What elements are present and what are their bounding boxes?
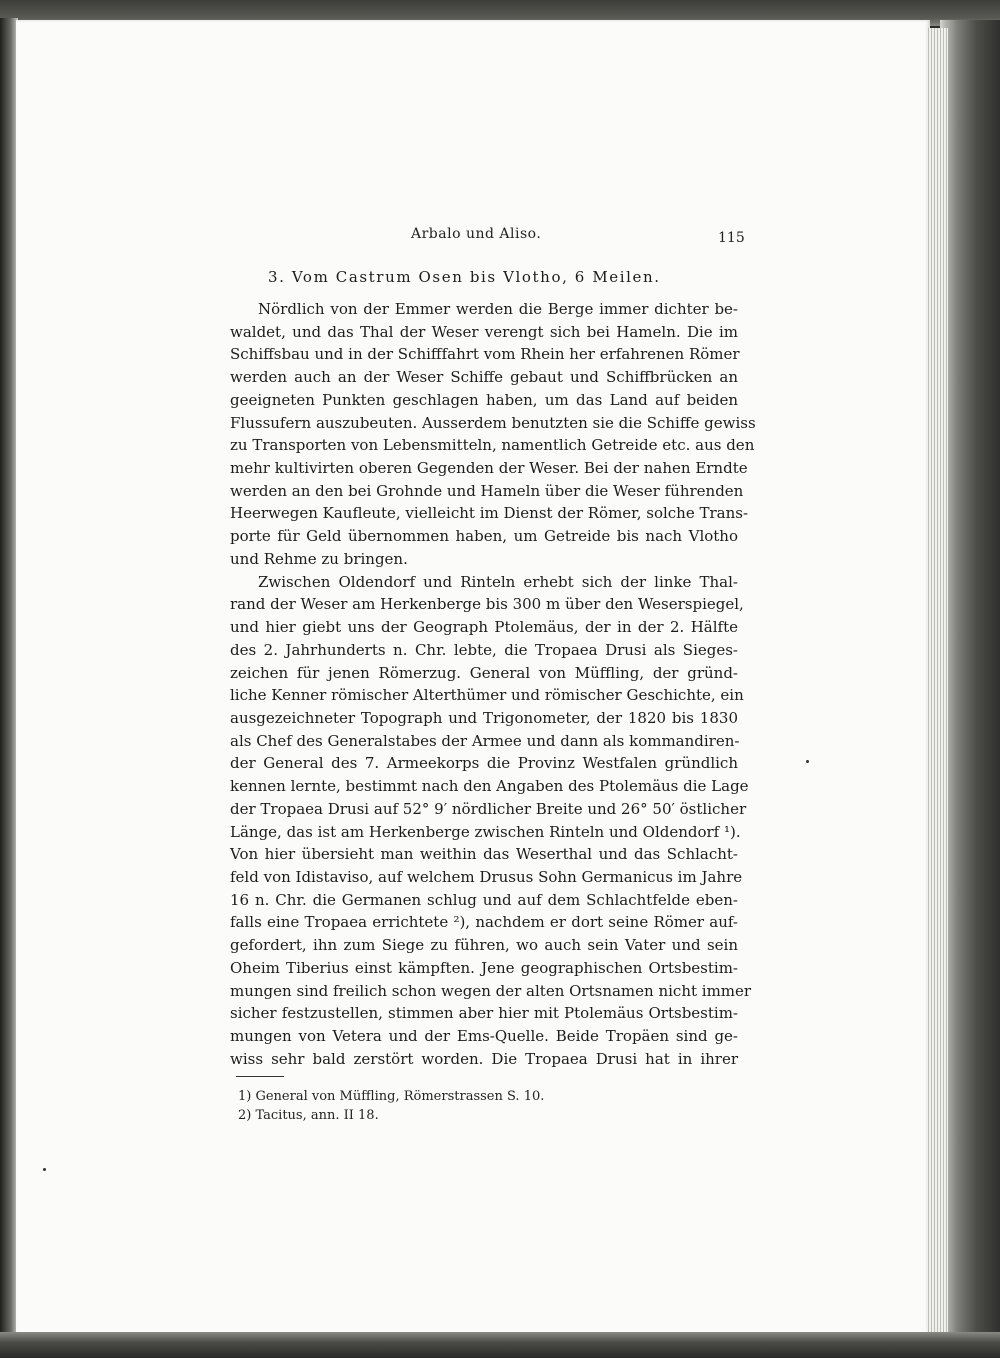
text-line: geeigneten Punkten geschlagen haben, um das Land auf beiden bbox=[230, 390, 738, 409]
text-line: feld von Idistaviso, auf welchem Drusus Sohn Germanicus im Jahre bbox=[230, 867, 743, 886]
text-line: porte für Geld übernommen haben, um Getreide bis nach Vlotho bbox=[230, 527, 738, 546]
scan-bottom-border bbox=[0, 1332, 1000, 1358]
page-number: 115 bbox=[718, 230, 745, 246]
footnotes bbox=[238, 1087, 544, 1125]
text-line: mungen sind freilich schon wegen der alten Ortsnamen nicht immer bbox=[230, 981, 752, 1000]
text-line: rand der Weser am Herkenberge bis 300 m über den Weserspiegel, bbox=[230, 595, 744, 614]
text-line: Länge, das ist am Herkenberge zwischen Rinteln und Oldendorf ¹). bbox=[230, 822, 741, 841]
book-cover-edge bbox=[940, 20, 1000, 1338]
text-line: der Tropaea Drusi auf 52° 9′ nördlicher Breite und 26° 50′ östlicher bbox=[230, 799, 747, 818]
text-line: kennen lernte, bestimmt nach den Angaben des Ptolemäus die Lage bbox=[230, 777, 749, 796]
text-line: Nördlich von der Emmer werden die Berge immer dichter be- bbox=[258, 300, 738, 318]
text-line: des 2. Jahrhunderts n. Chr. lebte, die Tropaea Drusi als Sieges- bbox=[230, 640, 738, 659]
text-line: werden auch an der Weser Schiffe gebaut und Schiffbrücken an bbox=[230, 368, 738, 387]
text-line: Zwischen Oldendorf und Rinteln erhebt sich der linke Thal- bbox=[258, 572, 738, 591]
text-line: und hier giebt uns der Geograph Ptolemäus, der in der 2. Hälfte bbox=[230, 618, 738, 637]
footnote-divider bbox=[236, 1076, 284, 1077]
text-line: waldet, und das Thal der Weser verengt sich bei Hameln. Die im bbox=[230, 322, 738, 341]
text-line: mungen von Vetera und der Ems-Quelle. Beide Tropäen sind ge- bbox=[230, 1027, 738, 1045]
text-line: werden an den bei Grohnde und Hameln über die Weser führenden bbox=[230, 481, 744, 500]
text-line: gefordert, ihn zum Siege zu führen, wo auch sein Vater und sein bbox=[230, 936, 738, 955]
text-line: Schiffsbau und in der Schifffahrt vom Rhein her erfahrenen Römer bbox=[230, 345, 740, 364]
footnote: 1) General von Müffling, Römerstrassen S. 10. bbox=[238, 1089, 545, 1104]
running-head: Arbalo und Aliso. bbox=[411, 226, 542, 242]
text-line: Oheim Tiberius einst kämpften. Jene geographischen Ortsbestim- bbox=[230, 958, 738, 977]
text-line: liche Kenner römischer Alterthümer und römischer Geschichte, ein bbox=[230, 686, 744, 705]
footnote: 2) Tacitus, ann. II 18. bbox=[238, 1108, 379, 1123]
text-line: als Chef des Generalstabes der Armee und dann als kommandiren- bbox=[230, 731, 740, 750]
text-line: Von hier übersieht man weithin das Weserthal und das Schlacht- bbox=[230, 845, 738, 864]
text-line: Flussufern auszubeuten. Ausserdem benutzten sie die Schiffe gewiss bbox=[230, 413, 756, 432]
text-line: 16 n. Chr. die Germanen schlug und auf dem Schlachtfelde eben- bbox=[230, 890, 738, 909]
section-title: 3. Vom Castrum Osen bis Vlotho, 6 Meilen. bbox=[268, 268, 661, 286]
text-line: Heerwegen Kaufleute, vielleicht im Dienst der Römer, solche Trans- bbox=[230, 504, 749, 523]
text-line: der General des 7. Armeekorps die Provinz Westfalen gründlich bbox=[230, 754, 738, 773]
text-line: zeichen für jenen Römerzug. General von Müffling, der gründ- bbox=[230, 663, 738, 682]
body-text bbox=[230, 298, 756, 1070]
text-line: ausgezeichneter Topograph und Trigonometer, der 1820 bis 1830 bbox=[230, 708, 738, 727]
text-line: und Rehme zu bringen. bbox=[230, 549, 408, 568]
text-line: sicher festzustellen, stimmen aber hier mit Ptolemäus Ortsbestim- bbox=[230, 1004, 738, 1023]
text-line: mehr kultivirten oberen Gegenden der Weser. Bei der nahen Erndte bbox=[230, 459, 748, 478]
text-line: wiss sehr bald zerstört worden. Die Tropaea Drusi hat in ihrer bbox=[230, 1049, 738, 1068]
page-edges-stack bbox=[926, 28, 948, 1332]
paper-speck bbox=[43, 1168, 46, 1171]
text-line: falls eine Tropaea errichtete ²), nachdem er dort seine Römer auf- bbox=[230, 913, 738, 932]
text-line: zu Transporten von Lebensmitteln, namentlich Getreide etc. aus den bbox=[230, 436, 755, 455]
paper-speck bbox=[806, 760, 809, 763]
